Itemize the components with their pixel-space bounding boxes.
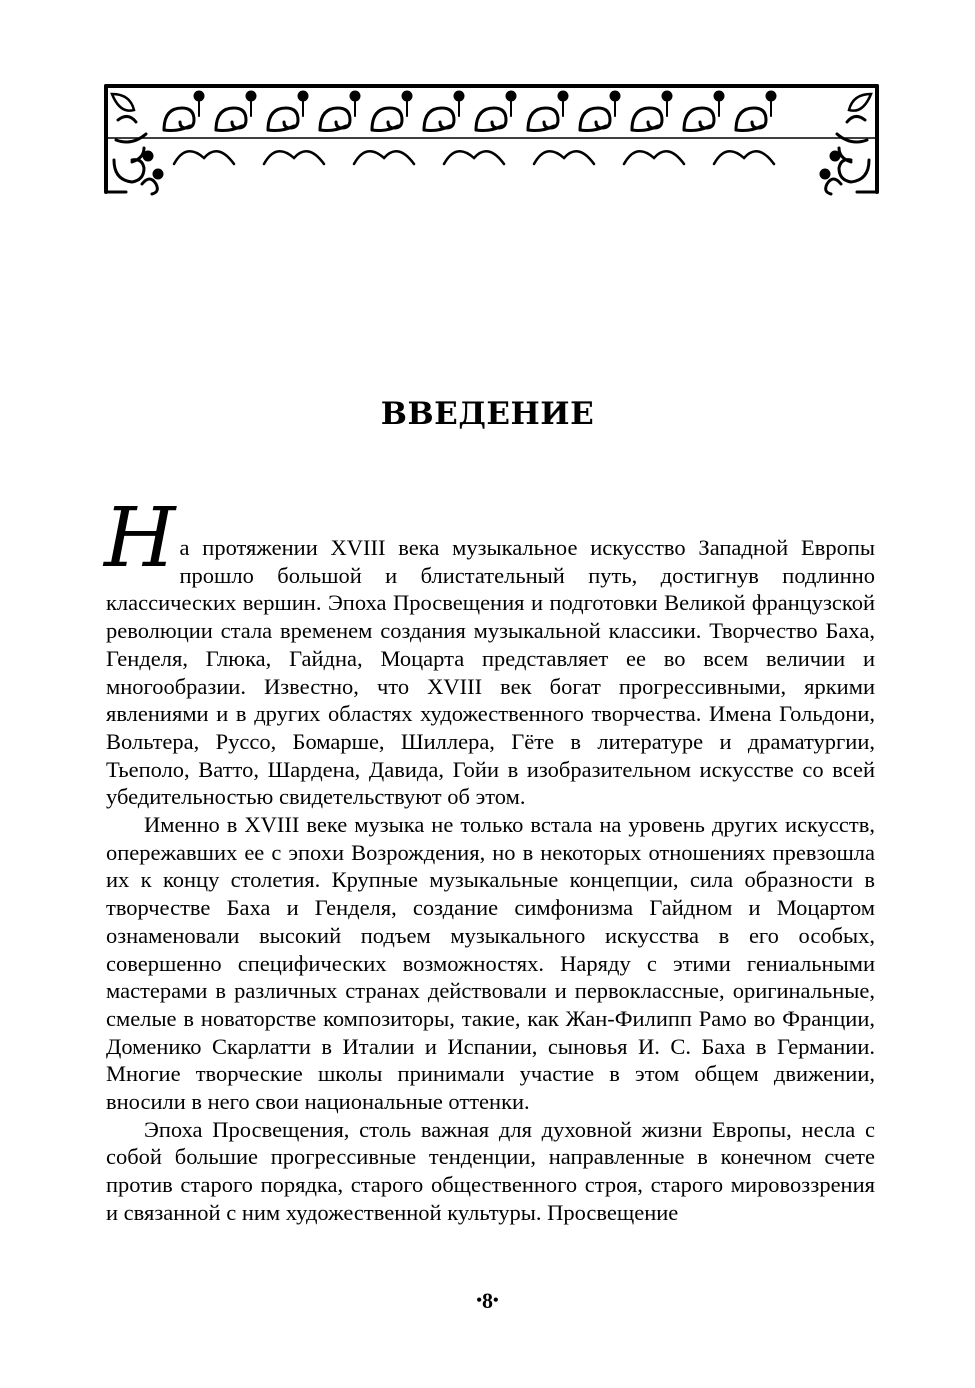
paragraph-1-text: а протяжении XVIII века музыкальное искусство Западной Европы прошло большой и блистательный путь, достигнув подлинно классических вершин. Эпоха Просвещения и подготовки Великой французской революции стала временем создания музыкальной классики. Творчество Баха, Генделя, Глюка, Гайдна, Моцарта представляет ее во всем величии и многообразии. Известно, что XVIII век богат прогрессивными, яркими явлениями и в других областях художественного творчества. Имена Гольдони, Вольтера, Руссо, Бомарше, Шиллера, Гёте в литературе и драматургии, Тьеполо, Ватто, Шардена, Давида, Гойи в изобразительном искусстве со всей убедительностью свидетельствуют об этом. <box>106 535 875 810</box>
body-text <box>104 491 875 1227</box>
chapter-title: ВВЕДЕНИЕ <box>380 396 595 432</box>
ornamental-border-icon <box>104 80 879 198</box>
drop-cap: Н <box>104 491 176 586</box>
paragraph-1 <box>104 491 875 811</box>
paragraph-2: Именно в XVIII веке музыка не только встала на уровень других искусств, опережавших ее с эпохи Возрождения, но в некоторых отношениях превзошла их к концу столетия. Крупные музыкальные концепции, сила образности в творчестве Баха и Генделя, создание симфонизма Гайдном и Моцартом ознаменовали высокий подъем музыкального искусства в его особых, совершенно специфических возможностях. Наряду с этими гениальными мастерами в различных странах действовали и первоклассные, оригинальные, смелые в новаторстве композиторы, такие, как Жан-Филипп Рамо во Франции, Доменико Скарлатти в Италии и Испании, сыновья И. С. Баха в Германии. Многие творческие школы принимали участие в этом общем движении, вносили в него свои национальные оттенки. <box>106 812 875 1115</box>
page-number: •8• <box>476 1288 499 1313</box>
paragraph-3: Эпоха Просвещения, столь важная для духовной жизни Европы, несла с собой большие прогрессивные тенденции, направленные в конечном счете против старого порядка, старого общественного строя, старого мировоззрения и связанной с ним художественной культуры. Просвещение <box>106 1116 875 1225</box>
page-number-value: 8 <box>482 1288 493 1313</box>
